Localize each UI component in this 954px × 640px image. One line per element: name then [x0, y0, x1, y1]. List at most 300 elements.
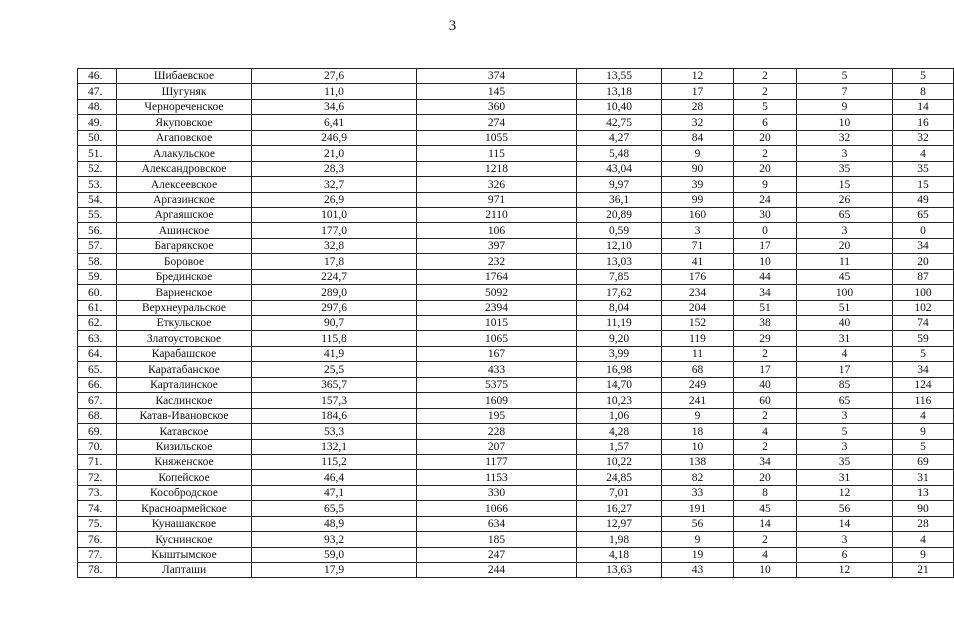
table-row — [78, 346, 954, 361]
value-c3: 43,04 — [577, 161, 662, 176]
value-c5: 2 — [734, 84, 797, 99]
row-number: 76. — [78, 532, 117, 547]
value-c7: 69 — [893, 454, 954, 469]
value-c6: 26 — [797, 192, 893, 207]
table-row — [78, 424, 954, 439]
settlement-name: Александровское — [117, 161, 252, 176]
row-number: 64. — [78, 346, 117, 361]
value-c7: 31 — [893, 470, 954, 485]
value-c4: 191 — [662, 501, 734, 516]
settlement-name: Златоустовское — [117, 331, 252, 346]
value-c7: 59 — [893, 331, 954, 346]
row-number: 70. — [78, 439, 117, 454]
value-c7: 21 — [893, 563, 954, 578]
value-c4: 9 — [662, 408, 734, 423]
value-c3: 11,19 — [577, 316, 662, 331]
value-c5: 10 — [734, 563, 797, 578]
value-c7: 49 — [893, 192, 954, 207]
table-row — [78, 177, 954, 192]
value-c1: 101,0 — [252, 207, 417, 222]
value-c6: 51 — [797, 300, 893, 315]
value-c7: 9 — [893, 547, 954, 562]
value-c5: 2 — [734, 532, 797, 547]
row-number: 77. — [78, 547, 117, 562]
settlement-name: Красноармейское — [117, 501, 252, 516]
value-c5: 2 — [734, 408, 797, 423]
value-c5: 14 — [734, 516, 797, 531]
value-c2: 185 — [417, 532, 577, 547]
value-c7: 34 — [893, 362, 954, 377]
value-c3: 3,99 — [577, 346, 662, 361]
value-c2: 145 — [417, 84, 577, 99]
value-c4: 10 — [662, 439, 734, 454]
value-c1: 177,0 — [252, 223, 417, 238]
value-c4: 152 — [662, 316, 734, 331]
value-c2: 115 — [417, 146, 577, 161]
settlement-name: Якуповское — [117, 115, 252, 130]
value-c1: 132,1 — [252, 439, 417, 454]
settlement-name: Катавское — [117, 424, 252, 439]
value-c5: 20 — [734, 470, 797, 485]
value-c4: 84 — [662, 130, 734, 145]
value-c6: 31 — [797, 470, 893, 485]
value-c5: 0 — [734, 223, 797, 238]
value-c5: 10 — [734, 254, 797, 269]
value-c7: 102 — [893, 300, 954, 315]
value-c4: 71 — [662, 238, 734, 253]
value-c7: 15 — [893, 177, 954, 192]
table-row — [78, 470, 954, 485]
value-c6: 6 — [797, 547, 893, 562]
settlement-name: Шибаевское — [117, 69, 252, 84]
value-c1: 90,7 — [252, 316, 417, 331]
value-c5: 20 — [734, 161, 797, 176]
value-c4: 39 — [662, 177, 734, 192]
value-c7: 5 — [893, 346, 954, 361]
value-c1: 115,2 — [252, 454, 417, 469]
table-row — [78, 393, 954, 408]
value-c5: 45 — [734, 501, 797, 516]
settlement-name: Алакульское — [117, 146, 252, 161]
value-c6: 40 — [797, 316, 893, 331]
value-c7: 28 — [893, 516, 954, 531]
value-c6: 3 — [797, 439, 893, 454]
table-row — [78, 377, 954, 392]
table-row — [78, 238, 954, 253]
value-c6: 35 — [797, 161, 893, 176]
value-c3: 10,40 — [577, 99, 662, 114]
row-number: 47. — [78, 84, 117, 99]
value-c2: 2394 — [417, 300, 577, 315]
value-c6: 15 — [797, 177, 893, 192]
table-row — [78, 99, 954, 114]
value-c6: 17 — [797, 362, 893, 377]
value-c6: 12 — [797, 563, 893, 578]
value-c3: 13,55 — [577, 69, 662, 84]
value-c2: 106 — [417, 223, 577, 238]
value-c6: 12 — [797, 485, 893, 500]
value-c4: 3 — [662, 223, 734, 238]
settlement-name: Агаповское — [117, 130, 252, 145]
settlement-name: Карабашское — [117, 346, 252, 361]
value-c6: 3 — [797, 408, 893, 423]
value-c3: 7,01 — [577, 485, 662, 500]
value-c7: 4 — [893, 408, 954, 423]
value-c3: 16,27 — [577, 501, 662, 516]
settlement-name: Варненское — [117, 285, 252, 300]
value-c7: 90 — [893, 501, 954, 516]
value-c5: 34 — [734, 454, 797, 469]
value-c4: 160 — [662, 207, 734, 222]
value-c4: 56 — [662, 516, 734, 531]
row-number: 51. — [78, 146, 117, 161]
row-number: 56. — [78, 223, 117, 238]
row-number: 58. — [78, 254, 117, 269]
value-c6: 100 — [797, 285, 893, 300]
value-c2: 1015 — [417, 316, 577, 331]
value-c5: 2 — [734, 69, 797, 84]
value-c1: 6,41 — [252, 115, 417, 130]
table-row — [78, 285, 954, 300]
value-c3: 1,06 — [577, 408, 662, 423]
value-c2: 1764 — [417, 269, 577, 284]
value-c2: 634 — [417, 516, 577, 531]
table-row — [78, 130, 954, 145]
value-c2: 167 — [417, 346, 577, 361]
value-c6: 35 — [797, 454, 893, 469]
settlement-name: Алексеевское — [117, 177, 252, 192]
value-c2: 247 — [417, 547, 577, 562]
value-c4: 176 — [662, 269, 734, 284]
value-c7: 4 — [893, 146, 954, 161]
value-c5: 30 — [734, 207, 797, 222]
value-c2: 228 — [417, 424, 577, 439]
table-row — [78, 146, 954, 161]
value-c7: 8 — [893, 84, 954, 99]
table-row — [78, 115, 954, 130]
table-row — [78, 563, 954, 578]
value-c3: 12,10 — [577, 238, 662, 253]
value-c7: 34 — [893, 238, 954, 253]
value-c1: 289,0 — [252, 285, 417, 300]
value-c6: 56 — [797, 501, 893, 516]
value-c5: 5 — [734, 99, 797, 114]
value-c4: 41 — [662, 254, 734, 269]
table-body — [78, 69, 954, 578]
row-number: 73. — [78, 485, 117, 500]
value-c2: 326 — [417, 177, 577, 192]
value-c2: 1609 — [417, 393, 577, 408]
settlement-name: Куснинское — [117, 532, 252, 547]
value-c1: 365,7 — [252, 377, 417, 392]
value-c4: 17 — [662, 84, 734, 99]
value-c5: 2 — [734, 439, 797, 454]
table-row — [78, 300, 954, 315]
settlement-name: Кыштымское — [117, 547, 252, 562]
table-row — [78, 223, 954, 238]
row-number: 66. — [78, 377, 117, 392]
value-c6: 32 — [797, 130, 893, 145]
value-c2: 244 — [417, 563, 577, 578]
value-c2: 1177 — [417, 454, 577, 469]
value-c1: 115,8 — [252, 331, 417, 346]
value-c6: 20 — [797, 238, 893, 253]
value-c5: 29 — [734, 331, 797, 346]
row-number: 61. — [78, 300, 117, 315]
table-row — [78, 501, 954, 516]
value-c7: 0 — [893, 223, 954, 238]
value-c3: 1,57 — [577, 439, 662, 454]
value-c3: 7,85 — [577, 269, 662, 284]
value-c6: 85 — [797, 377, 893, 392]
value-c2: 330 — [417, 485, 577, 500]
value-c2: 5375 — [417, 377, 577, 392]
value-c1: 246,9 — [252, 130, 417, 145]
value-c4: 9 — [662, 532, 734, 547]
table-row — [78, 547, 954, 562]
value-c7: 32 — [893, 130, 954, 145]
value-c5: 4 — [734, 547, 797, 562]
value-c5: 34 — [734, 285, 797, 300]
value-c4: 99 — [662, 192, 734, 207]
value-c6: 7 — [797, 84, 893, 99]
value-c2: 1066 — [417, 501, 577, 516]
value-c6: 3 — [797, 223, 893, 238]
value-c1: 11,0 — [252, 84, 417, 99]
settlement-name: Чернореченское — [117, 99, 252, 114]
value-c2: 360 — [417, 99, 577, 114]
row-number: 62. — [78, 316, 117, 331]
value-c3: 24,85 — [577, 470, 662, 485]
table-row — [78, 532, 954, 547]
value-c4: 234 — [662, 285, 734, 300]
settlement-name: Лапташи — [117, 563, 252, 578]
value-c1: 46,4 — [252, 470, 417, 485]
value-c5: 24 — [734, 192, 797, 207]
value-c6: 45 — [797, 269, 893, 284]
value-c1: 157,3 — [252, 393, 417, 408]
settlement-name: Аргаяшское — [117, 207, 252, 222]
value-c4: 12 — [662, 69, 734, 84]
value-c4: 33 — [662, 485, 734, 500]
table-row — [78, 254, 954, 269]
row-number: 72. — [78, 470, 117, 485]
value-c3: 13,18 — [577, 84, 662, 99]
table-row — [78, 485, 954, 500]
value-c3: 17,62 — [577, 285, 662, 300]
value-c4: 32 — [662, 115, 734, 130]
row-number: 71. — [78, 454, 117, 469]
value-c4: 204 — [662, 300, 734, 315]
value-c3: 1,98 — [577, 532, 662, 547]
value-c4: 9 — [662, 146, 734, 161]
value-c4: 82 — [662, 470, 734, 485]
settlement-name: Аргазинское — [117, 192, 252, 207]
value-c4: 18 — [662, 424, 734, 439]
value-c1: 21,0 — [252, 146, 417, 161]
value-c1: 184,6 — [252, 408, 417, 423]
row-number: 60. — [78, 285, 117, 300]
settlement-name: Боровое — [117, 254, 252, 269]
value-c1: 59,0 — [252, 547, 417, 562]
value-c5: 44 — [734, 269, 797, 284]
row-number: 63. — [78, 331, 117, 346]
table-row — [78, 84, 954, 99]
value-c1: 17,9 — [252, 563, 417, 578]
settlement-name: Копейское — [117, 470, 252, 485]
value-c3: 0,59 — [577, 223, 662, 238]
value-c3: 14,70 — [577, 377, 662, 392]
value-c3: 20,89 — [577, 207, 662, 222]
value-c2: 5092 — [417, 285, 577, 300]
value-c2: 1153 — [417, 470, 577, 485]
value-c5: 38 — [734, 316, 797, 331]
value-c2: 232 — [417, 254, 577, 269]
table-row — [78, 408, 954, 423]
value-c5: 4 — [734, 424, 797, 439]
row-number: 48. — [78, 99, 117, 114]
value-c6: 3 — [797, 146, 893, 161]
value-c3: 5,48 — [577, 146, 662, 161]
value-c7: 13 — [893, 485, 954, 500]
value-c1: 297,6 — [252, 300, 417, 315]
value-c1: 34,6 — [252, 99, 417, 114]
value-c3: 10,22 — [577, 454, 662, 469]
value-c7: 116 — [893, 393, 954, 408]
value-c6: 11 — [797, 254, 893, 269]
value-c7: 65 — [893, 207, 954, 222]
value-c7: 5 — [893, 439, 954, 454]
table-row — [78, 316, 954, 331]
value-c2: 1218 — [417, 161, 577, 176]
value-c1: 41,9 — [252, 346, 417, 361]
row-number: 53. — [78, 177, 117, 192]
settlement-name: Шугуняк — [117, 84, 252, 99]
settlement-name: Кизильское — [117, 439, 252, 454]
settlement-name: Багарякское — [117, 238, 252, 253]
table-row — [78, 161, 954, 176]
row-number: 69. — [78, 424, 117, 439]
value-c5: 17 — [734, 362, 797, 377]
value-c5: 2 — [734, 146, 797, 161]
value-c7: 5 — [893, 69, 954, 84]
value-c1: 48,9 — [252, 516, 417, 531]
value-c2: 274 — [417, 115, 577, 130]
value-c2: 207 — [417, 439, 577, 454]
settlement-name: Каслинское — [117, 393, 252, 408]
value-c6: 9 — [797, 99, 893, 114]
value-c3: 36,1 — [577, 192, 662, 207]
value-c6: 5 — [797, 69, 893, 84]
value-c7: 20 — [893, 254, 954, 269]
value-c6: 4 — [797, 346, 893, 361]
value-c1: 224,7 — [252, 269, 417, 284]
value-c7: 100 — [893, 285, 954, 300]
page-number: 3 — [448, 18, 457, 34]
value-c2: 1055 — [417, 130, 577, 145]
settlement-name: Карталинское — [117, 377, 252, 392]
settlement-name: Кособродское — [117, 485, 252, 500]
value-c3: 10,23 — [577, 393, 662, 408]
table-row — [78, 207, 954, 222]
value-c4: 28 — [662, 99, 734, 114]
value-c6: 65 — [797, 393, 893, 408]
table-row — [78, 69, 954, 84]
table-row — [78, 331, 954, 346]
settlement-name: Верхнеуральское — [117, 300, 252, 315]
value-c1: 27,6 — [252, 69, 417, 84]
row-number: 75. — [78, 516, 117, 531]
value-c7: 9 — [893, 424, 954, 439]
table-row — [78, 269, 954, 284]
settlement-name: Катав-Ивановское — [117, 408, 252, 423]
value-c7: 16 — [893, 115, 954, 130]
value-c5: 20 — [734, 130, 797, 145]
row-number: 67. — [78, 393, 117, 408]
value-c2: 397 — [417, 238, 577, 253]
settlement-name: Кунашакское — [117, 516, 252, 531]
value-c5: 6 — [734, 115, 797, 130]
row-number: 57. — [78, 238, 117, 253]
table-row — [78, 454, 954, 469]
value-c6: 3 — [797, 532, 893, 547]
value-c2: 195 — [417, 408, 577, 423]
value-c3: 16,98 — [577, 362, 662, 377]
value-c3: 4,18 — [577, 547, 662, 562]
value-c7: 14 — [893, 99, 954, 114]
value-c5: 8 — [734, 485, 797, 500]
value-c2: 1065 — [417, 331, 577, 346]
row-number: 65. — [78, 362, 117, 377]
row-number: 54. — [78, 192, 117, 207]
value-c1: 32,8 — [252, 238, 417, 253]
row-number: 50. — [78, 130, 117, 145]
table-row — [78, 362, 954, 377]
row-number: 59. — [78, 269, 117, 284]
settlement-name: Еткульское — [117, 316, 252, 331]
value-c7: 35 — [893, 161, 954, 176]
value-c5: 40 — [734, 377, 797, 392]
settlement-name: Ашинское — [117, 223, 252, 238]
value-c4: 19 — [662, 547, 734, 562]
value-c6: 14 — [797, 516, 893, 531]
row-number: 74. — [78, 501, 117, 516]
row-number: 68. — [78, 408, 117, 423]
value-c3: 13,03 — [577, 254, 662, 269]
value-c6: 5 — [797, 424, 893, 439]
value-c6: 10 — [797, 115, 893, 130]
value-c1: 53,3 — [252, 424, 417, 439]
row-number: 78. — [78, 563, 117, 578]
value-c5: 51 — [734, 300, 797, 315]
value-c3: 13,63 — [577, 563, 662, 578]
value-c1: 32,7 — [252, 177, 417, 192]
row-number: 52. — [78, 161, 117, 176]
value-c4: 68 — [662, 362, 734, 377]
value-c6: 65 — [797, 207, 893, 222]
value-c3: 9,20 — [577, 331, 662, 346]
value-c6: 31 — [797, 331, 893, 346]
value-c1: 65,5 — [252, 501, 417, 516]
value-c1: 47,1 — [252, 485, 417, 500]
value-c3: 42,75 — [577, 115, 662, 130]
value-c5: 60 — [734, 393, 797, 408]
value-c3: 4,28 — [577, 424, 662, 439]
value-c3: 8,04 — [577, 300, 662, 315]
table-row — [78, 192, 954, 207]
value-c7: 4 — [893, 532, 954, 547]
value-c1: 26,9 — [252, 192, 417, 207]
